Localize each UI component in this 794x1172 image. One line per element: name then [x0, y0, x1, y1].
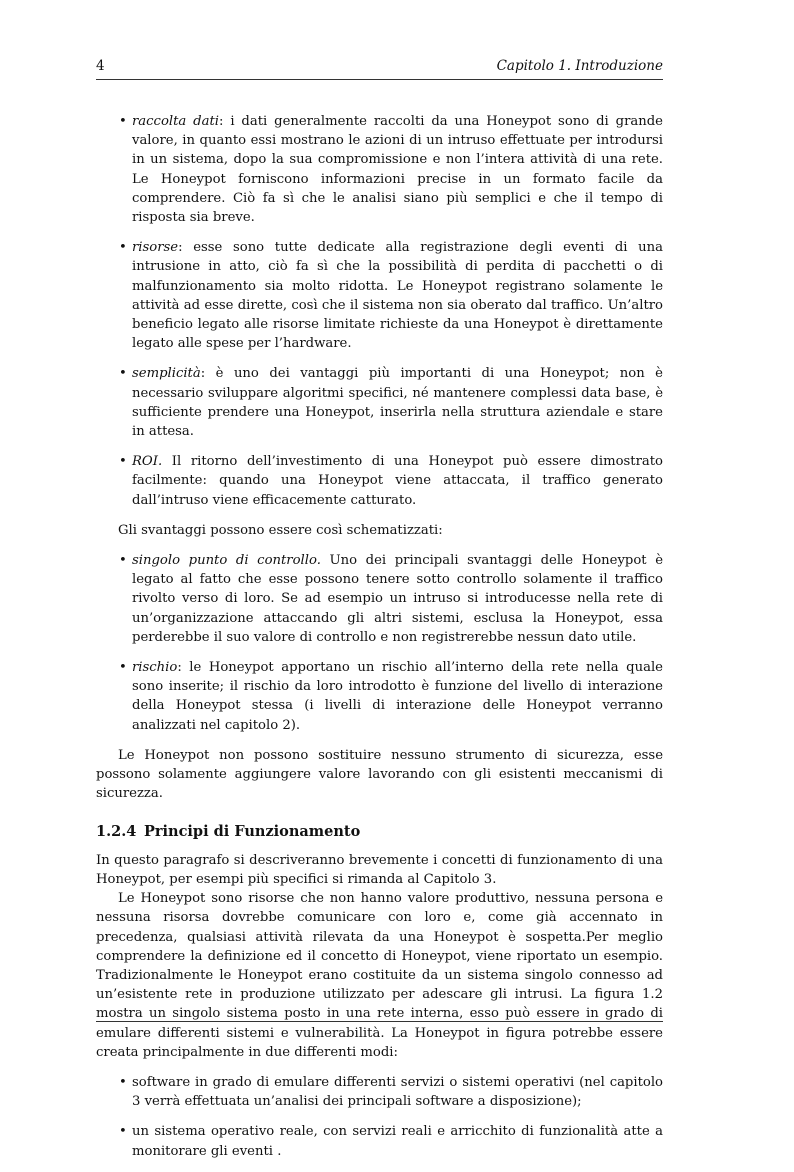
list-item-semplicita — [96, 364, 663, 441]
bullet-icon: • — [119, 1124, 127, 1140]
bullet-icon: • — [119, 454, 127, 470]
list-item-sistema-operativo — [96, 1122, 663, 1160]
running-title: Capitolo 1. Introduzione — [496, 58, 663, 74]
list-item-text: Uno dei principali svantaggi delle Honeypot è legato al fatto che esse possono tenere sotto controllo solamente il traffico rivolto verso di loro. Se ad esempio un intruso si introducesse nella rete di un’organizzazione attaccando gli altri sistemi, esclusa la Honeypot, essa perderebbe il suo valore di controllo e non registrerebbe nessun dato utile. — [132, 553, 663, 645]
list-item-roi — [96, 452, 663, 510]
footer-rule — [96, 1021, 663, 1022]
list-item-risorse — [96, 238, 663, 353]
list-item-text: : esse sono tutte dedicate alla registrazione degli eventi di una intrusione in atto, ciò fa sì che la possibilità di perdita di pacchetti o di malfunzionamento sia molto ridotta. Le Honeypot registrano solamente le attività ad esse dirette, così che il sistema non sia oberato dal traffico. Un’altro beneficio legato alle risorse limitate richieste da una Honeypot è direttamente legato alle spese per l’hardware. — [132, 240, 663, 352]
list-item-text: un sistema operativo reale, con servizi reali e arricchito di funzionalità atte a monitorare gli eventi . — [132, 1124, 663, 1159]
list-item-text: : i dati generalmente raccolti da una Honeypot sono di grande valore, in quanto essi mostrano le azioni di un intruso effettuate per introdursi in un sistema, dopo la sua compromissione e non l’intera attività di una rete. Le Honeypot forniscono informazioni precise in un formato facile da comprendere. Ciò fa sì che le analisi siano più semplici e che il tempo di risposta sia breve. — [132, 114, 663, 226]
bullet-icon: • — [119, 660, 127, 676]
list-item-rischio — [96, 658, 663, 735]
bullet-icon: • — [119, 366, 127, 382]
list-item-raccolta-dati — [96, 112, 663, 227]
list-item-term: raccolta dati — [132, 114, 219, 129]
list-item-term: semplicità — [132, 366, 201, 382]
section-number: 1.2.4 — [96, 822, 137, 840]
page-body — [96, 112, 663, 1172]
bullet-icon: • — [119, 553, 127, 569]
section-heading — [96, 822, 663, 841]
list-item-text: : è uno dei vantaggi più importanti di una Honeypot; non è necessario sviluppare algoritmi specifici, né mantenere complessi data base, è sufficiente prendere una Honeypot, inserirla nella struttura aziendale e stare in attesa. — [132, 366, 663, 440]
section-paragraph-1: In questo paragrafo si descriveranno brevemente i concetti di funzionamento di una Honeypot, per esempi più specifici si rimanda al Capitolo 3. — [96, 852, 663, 887]
list-item-software — [96, 1073, 663, 1111]
list-item-term: rischio — [132, 660, 178, 676]
page-header — [96, 58, 663, 78]
page-number: 4 — [96, 58, 105, 74]
header-rule — [96, 79, 663, 80]
closing-paragraph: Le Honeypot non possono sostituire nessuno strumento di sicurezza, esse possono solamente aggiungere valore lavorando con gli esistenti meccanismi di sicurezza. — [96, 747, 663, 802]
list-item-singolo-punto — [96, 551, 663, 647]
disadvantages-intro: Gli svantaggi possono essere così schematizzati: — [118, 522, 443, 538]
list-item-text: software in grado di emulare differenti servizi o sistemi operativi (nel capitolo 3 verrà effettuata un’analisi dei principali software a disposizione); — [132, 1074, 663, 1110]
section-title: Principi di Funzionamento — [144, 822, 361, 840]
bullet-icon: • — [119, 1074, 127, 1090]
list-item-text: : le Honeypot apportano un rischio all’interno della rete nella quale sono inserite; il rischio da loro introdotto è funzione del livello di interazione della Honeypot stessa (i livelli di interazione delle Honeypot verranno analizzati nel capitolo 2). — [132, 660, 663, 733]
list-item-term: ROI. — [132, 454, 163, 470]
bullet-icon: • — [119, 114, 127, 129]
list-item-term: risorse — [132, 240, 179, 256]
list-item-text: Il ritorno dell’investimento di una Honeypot può essere dimostrato facilmente: quando una Honeypot viene attaccata, il traffico generato dall’intruso viene efficacemente catturato. — [132, 454, 663, 508]
bullet-icon: • — [119, 240, 127, 256]
list-item-term: singolo punto di controllo. — [132, 553, 321, 569]
section-paragraph-2: Le Honeypot sono risorse che non hanno valore produttivo, nessuna persona e nessuna risorsa dovrebbe comunicare con loro e, come già accennato in precedenza, qualsiasi attività rilevata da una Honeypot è sospetta.Per meglio comprendere la definizione ed il concetto di Honeypot, viene riportato un esempio. Tradizionalmente le Honeypot erano costituite da un sistema singolo connesso ad un’esistente rete in produzione utilizzato per adescare gli intrusi. La figura 1.2 mostra un singolo sistema posto in una rete interna, esso può essere in grado di emulare differenti sistemi e vulnerabilità. La Honeypot in figura potrebbe essere creata principalmente in due differenti modi: — [96, 891, 663, 1060]
